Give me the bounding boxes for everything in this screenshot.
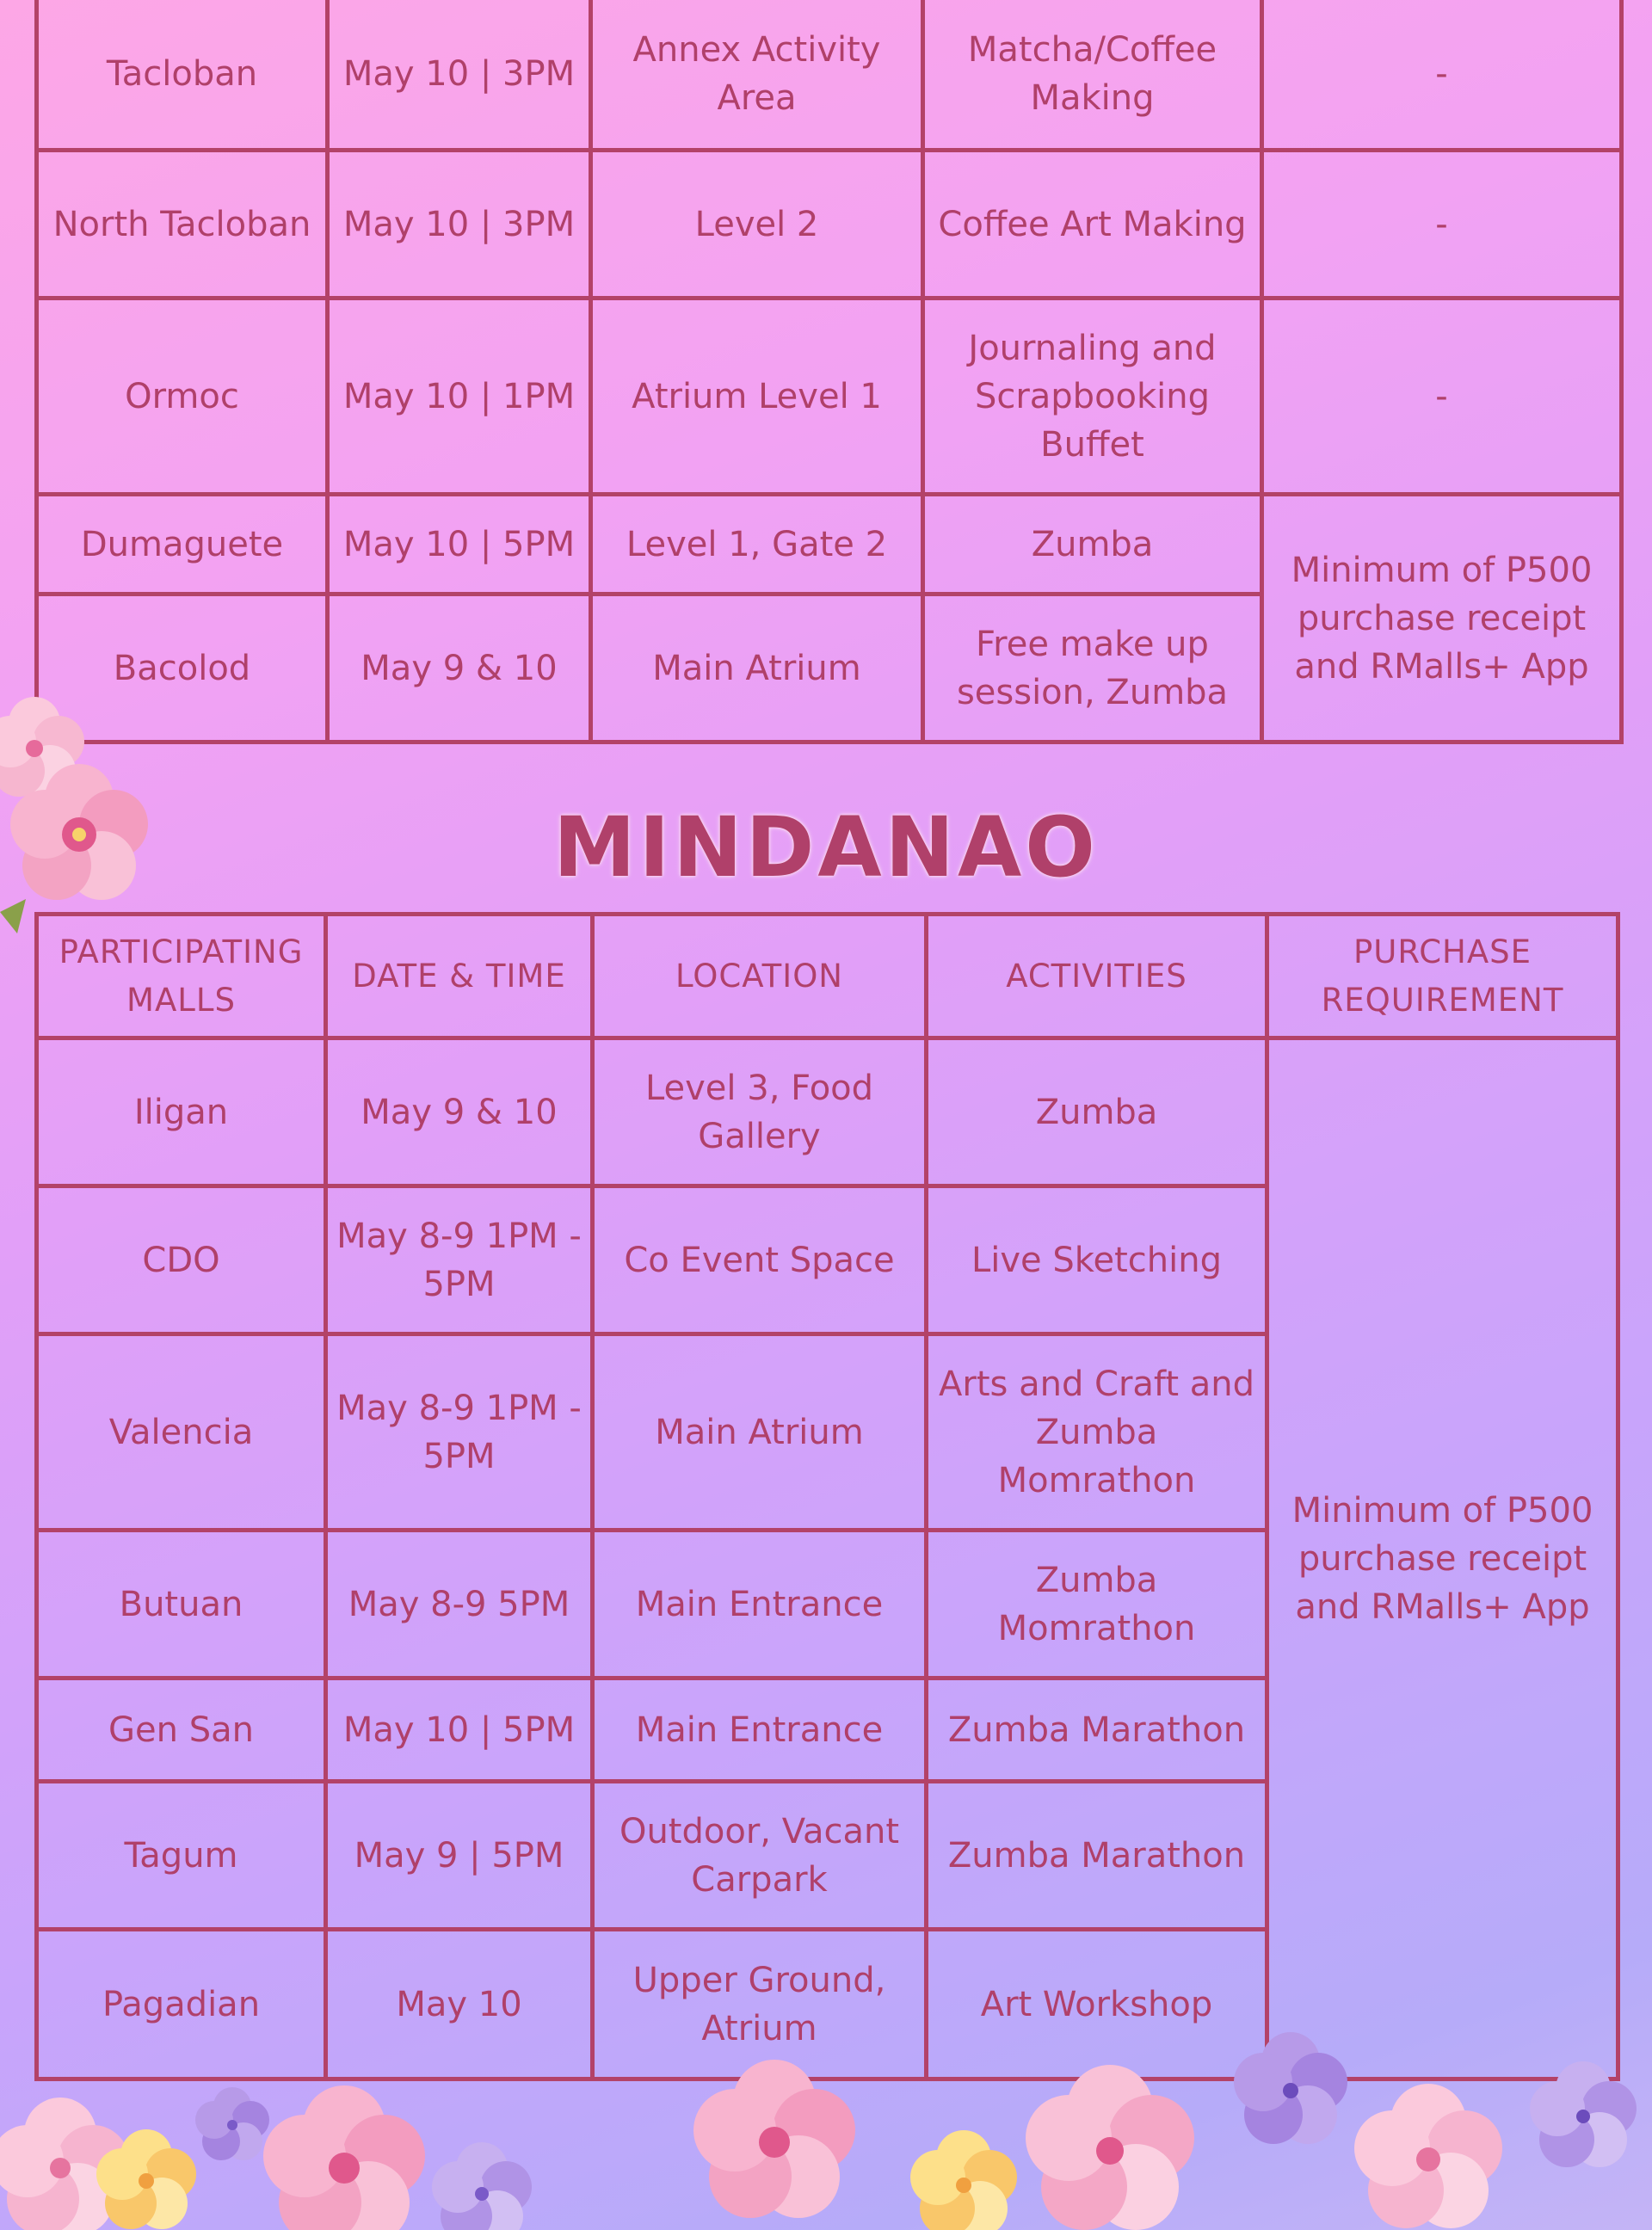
- column-header-requirement: PURCHASE REQUIREMENT: [1265, 912, 1616, 1036]
- table-cell-date: May 9 | 5PM: [324, 1779, 590, 1927]
- table-cell-location: Main Entrance: [590, 1528, 924, 1676]
- visayas-table: [34, 0, 1624, 744]
- table-cell-requirement-merged: Minimum of P500 purchase receipt and RMalls+ App: [1265, 1036, 1616, 2077]
- mindanao-table: [34, 912, 1620, 2081]
- table-cell-mall: Ormoc: [34, 296, 325, 492]
- table-cell-activity: Coffee Art Making: [921, 148, 1260, 296]
- table-cell-date: May 9 & 10: [324, 1036, 590, 1184]
- table-cell-activity: Zumba Marathon: [924, 1676, 1265, 1779]
- table-cell-mall: Dumaguete: [34, 492, 325, 592]
- table-cell-activity: Arts and Craft and Zumba Momrathon: [924, 1332, 1265, 1528]
- table-cell-location: Annex Activity Area: [589, 0, 921, 148]
- table-cell-requirement: -: [1260, 148, 1619, 296]
- table-cell-date: May 8-9 1PM - 5PM: [324, 1332, 590, 1528]
- table-cell-location: Main Atrium: [590, 1332, 924, 1528]
- table-cell-date: May 10 | 1PM: [325, 296, 589, 492]
- table-cell-date: May 10: [324, 1927, 590, 2077]
- table-cell-location: Main Entrance: [590, 1676, 924, 1779]
- table-cell-location: Atrium Level 1: [589, 296, 921, 492]
- table-cell-requirement: -: [1260, 0, 1619, 148]
- table-cell-location: Level 3, Food Gallery: [590, 1036, 924, 1184]
- table-cell-location: Upper Ground, Atrium: [590, 1927, 924, 2077]
- table-cell-date: May 9 & 10: [325, 592, 589, 740]
- table-cell-activity: Zumba: [921, 492, 1260, 592]
- section-title-mindanao: MINDANAO: [553, 799, 1099, 896]
- table-cell-mall: Tacloban: [34, 0, 325, 148]
- table-cell-mall: Butuan: [34, 1528, 324, 1676]
- table-cell-requirement: -: [1260, 296, 1619, 492]
- table-cell-date: May 10 | 5PM: [324, 1676, 590, 1779]
- table-cell-date: May 10 | 3PM: [325, 148, 589, 296]
- table-cell-location: Co Event Space: [590, 1184, 924, 1332]
- table-cell-location: Outdoor, Vacant Carpark: [590, 1779, 924, 1927]
- table-cell-activity: Zumba Momrathon: [924, 1528, 1265, 1676]
- table-cell-activity: Live Sketching: [924, 1184, 1265, 1332]
- table-cell-mall: Gen San: [34, 1676, 324, 1779]
- table-cell-activity: Free make up session, Zumba: [921, 592, 1260, 740]
- flower-border-icon: [0, 1996, 1652, 2230]
- table-cell-mall: Tagum: [34, 1779, 324, 1927]
- column-header-activities: ACTIVITIES: [924, 912, 1265, 1036]
- column-header-malls: PARTICIPATING MALLS: [34, 912, 324, 1036]
- table-cell-mall: Pagadian: [34, 1927, 324, 2077]
- flower-decoration-icon: [0, 697, 172, 955]
- table-cell-mall: CDO: [34, 1184, 324, 1332]
- table-cell-activity: Matcha/Coffee Making: [921, 0, 1260, 148]
- table-cell-mall: Valencia: [34, 1332, 324, 1528]
- table-cell-activity: Journaling and Scrapbooking Buffet: [921, 296, 1260, 492]
- column-header-location: LOCATION: [590, 912, 924, 1036]
- table-cell-requirement-merged: Minimum of P500 purchase receipt and RMalls+ App: [1260, 492, 1619, 740]
- table-cell-activity: Zumba Marathon: [924, 1779, 1265, 1927]
- table-cell-mall: Iligan: [34, 1036, 324, 1184]
- table-cell-activity: Zumba: [924, 1036, 1265, 1184]
- table-cell-mall: Bacolod: [34, 592, 325, 740]
- column-header-date: DATE & TIME: [324, 912, 590, 1036]
- table-cell-location: Main Atrium: [589, 592, 921, 740]
- table-cell-activity: Art Workshop: [924, 1927, 1265, 2077]
- table-cell-date: May 10 | 5PM: [325, 492, 589, 592]
- table-cell-location: Level 1, Gate 2: [589, 492, 921, 592]
- table-cell-date: May 10 | 3PM: [325, 0, 589, 148]
- table-cell-mall: North Tacloban: [34, 148, 325, 296]
- table-cell-location: Level 2: [589, 148, 921, 296]
- table-cell-date: May 8-9 5PM: [324, 1528, 590, 1676]
- table-cell-date: May 8-9 1PM - 5PM: [324, 1184, 590, 1332]
